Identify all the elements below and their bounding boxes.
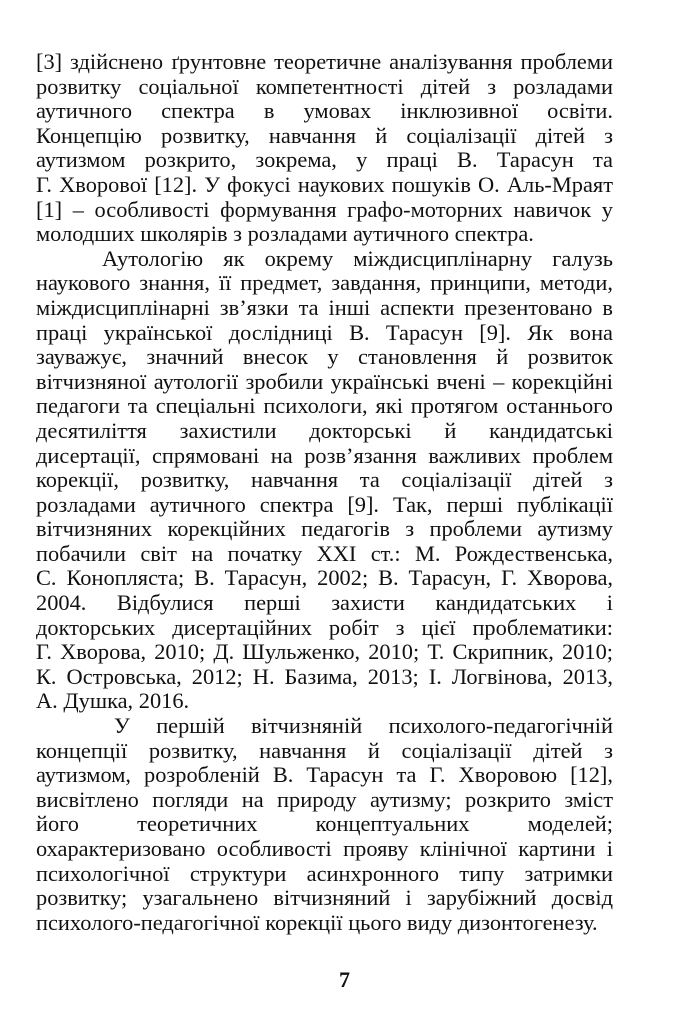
text-line: Г. Хворова, 2010; Д. Шульженко, 2010; Т. Скрипник, 2010;: [36, 639, 613, 665]
text-line: дисертації, спрямовані на розв’язання важливих проблем: [36, 442, 613, 468]
text-line: [1] – особливості формування графо-моторних навичок у: [36, 196, 613, 222]
text-line: вітчизняної аутології зробили українські вчені – корекційні: [36, 368, 613, 394]
text-line: побачили світ на початку XXI ст.: М. Рождественська,: [36, 540, 613, 566]
text-line: К. Островська, 2012; Н. Базима, 2013; І. Логвінова, 2013,: [36, 663, 613, 689]
paragraph-1: [36, 50, 613, 247]
text-line: розвитку соціальної компетентності дітей з розладами: [36, 73, 613, 99]
text-line: аутичного спектра в умовах інклюзивної освіти.: [36, 98, 613, 124]
text-line: [3] здійснено ґрунтовне теоретичне аналізування проблеми: [36, 49, 613, 74]
text-line: вітчизняних корекційних педагогів з проблеми аутизму: [36, 516, 613, 542]
text-line: охарактеризовано особливості прояву клінічної картини і: [36, 836, 613, 861]
text-line: психолого-педагогічної корекції цього виду дизонтогенезу.: [36, 909, 598, 935]
text-line: висвітлено погляди на природу аутизму; розкрито зміст: [36, 786, 613, 812]
text-line: аутизмом, розробленій В. Тарасун та Г. Хворовою [12],: [36, 762, 613, 788]
text-line: 2004. Відбулися перші захисти кандидатських і: [36, 590, 613, 616]
text-line: докторських дисертаційних робіт з цієї проблематики:: [36, 614, 613, 640]
text-line: психологічної структури асинхронного типу затримки: [36, 860, 613, 886]
text-line: наукового знання, її предмет, завдання, принципи, методи,: [36, 270, 613, 296]
text-line: розвитку; узагальнено вітчизняний і зарубіжний досвід: [36, 885, 613, 911]
text-line: концепції розвитку, навчання й соціалізації дітей з: [36, 737, 613, 763]
text-line: праці української дослідниці В. Тарасун [9]. Як вона: [36, 319, 613, 345]
text-line: А. Душка, 2016.: [36, 688, 190, 714]
text-line: Аутологію як окрему міждисциплінарну галузь: [102, 245, 613, 271]
text-line: педагоги та спеціальні психологи, які протягом останнього: [36, 393, 613, 419]
text-line: У першій вітчизняній психолого-педагогічній: [114, 713, 613, 739]
text-line: Г. Хворової [12]. У фокусі наукових пошуків О. Аль-Мраят: [36, 171, 613, 197]
text-line: аутизмом розкрито, зокрема, у праці В. Тарасун та: [36, 147, 613, 173]
text-line: Концепцію розвитку, навчання й соціалізації дітей з: [36, 122, 613, 148]
document-page: [36, 50, 613, 935]
paragraph-3: [36, 714, 613, 935]
text-line: молодших школярів з розладами аутичного спектра.: [36, 221, 534, 247]
text-line: його теоретичних концептуальних моделей;: [36, 811, 613, 837]
text-line: зауважує, значний внесок у становлення й розвиток: [36, 344, 613, 370]
text-line: міждисциплінарні зв’язки та інші аспекти презентовано в: [36, 294, 613, 320]
text-line: розладами аутичного спектра [9]. Так, перші публікації: [36, 491, 613, 517]
text-line: корекції, розвитку, навчання та соціалізації дітей з: [36, 467, 613, 493]
text-line: десятиліття захистили докторські й кандидатські: [36, 417, 613, 443]
page-number: 7: [339, 967, 350, 992]
text-line: С. Конопляста; В. Тарасун, 2002; В. Тарасун, Г. Хворова,: [36, 565, 613, 591]
paragraph-2: [36, 247, 613, 714]
